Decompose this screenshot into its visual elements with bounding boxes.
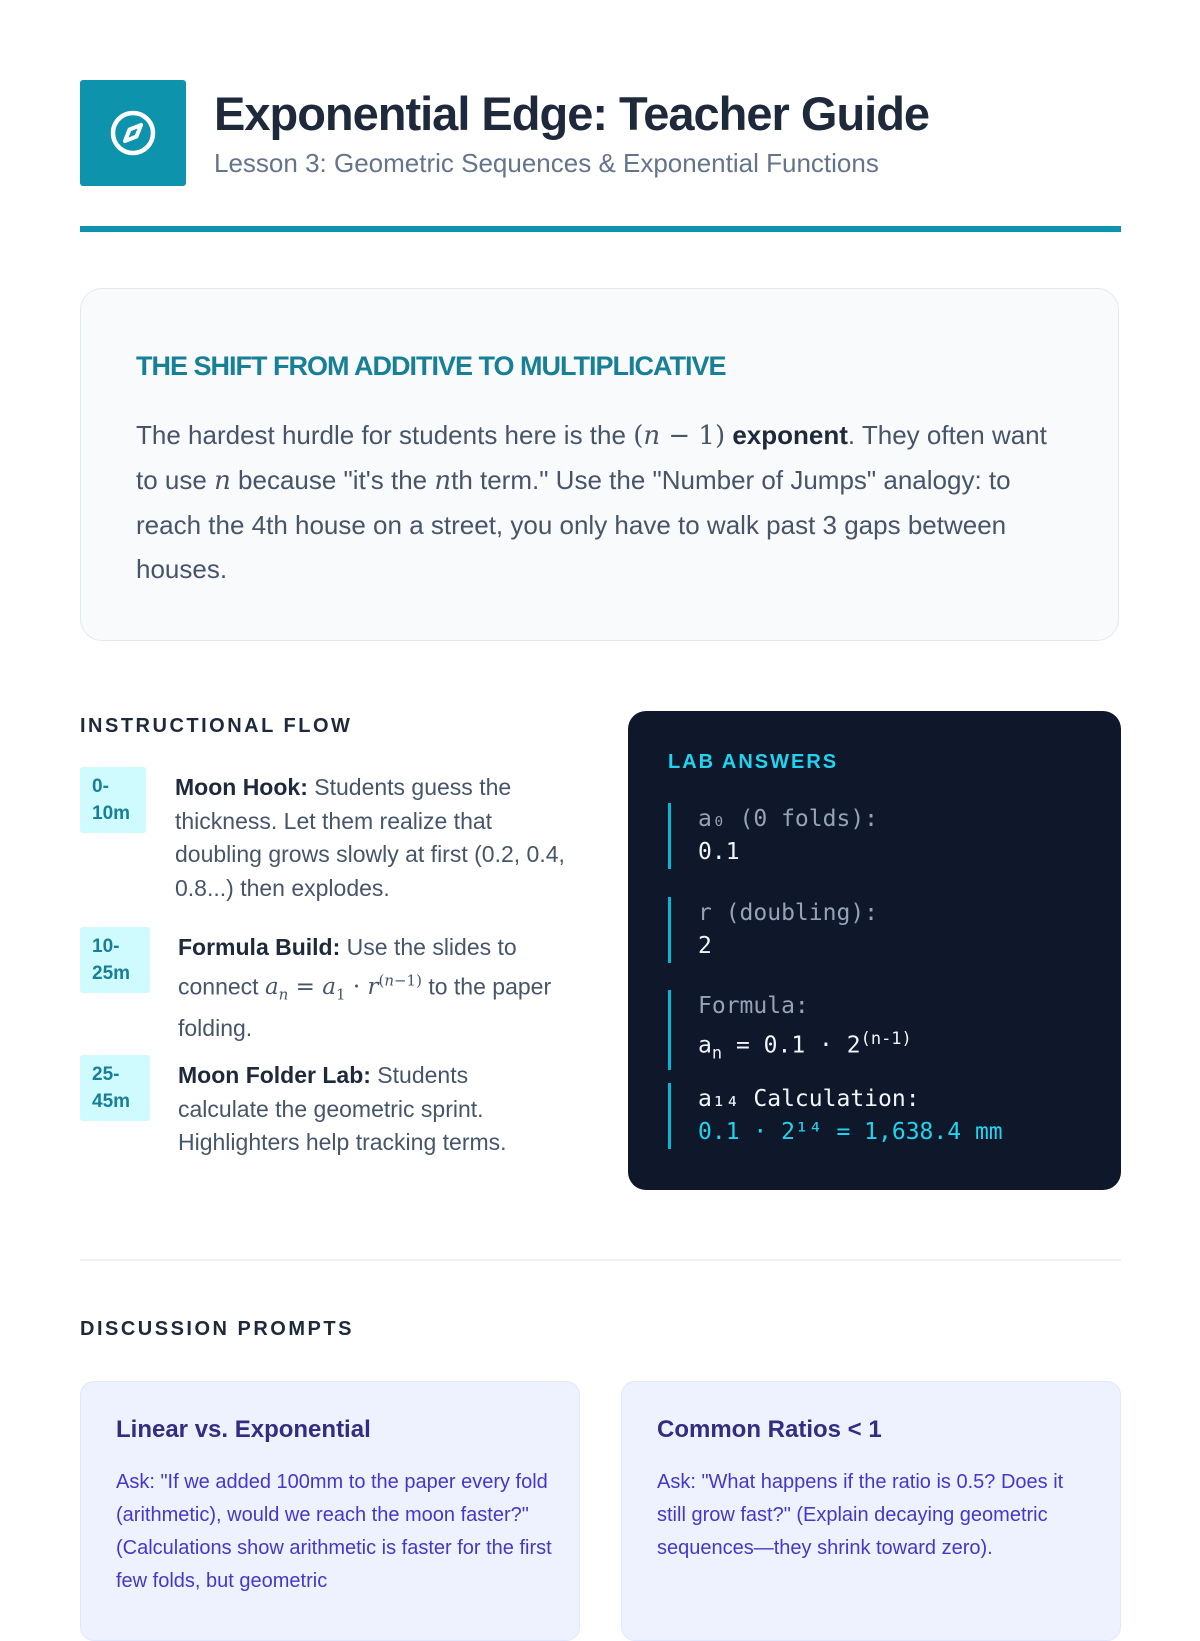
callout-math-exponent: (n − 1) xyxy=(633,421,726,451)
time-badge-text: 0- 10m xyxy=(92,776,131,824)
discussion-card xyxy=(621,1381,1121,1641)
discussion-card-title: Linear vs. Exponential xyxy=(116,1416,371,1443)
flow-item-title: Formula Build: xyxy=(178,934,341,960)
lab-answer-row xyxy=(668,897,1118,963)
discussion-card-body: Ask: "If we added 100mm to the paper every fold (arithmetic), would we reach the moon faster?" (Calculations show arithmetic is faster for the first few folds, but geometric xyxy=(116,1471,552,1592)
flow-item-title: Moon Folder Lab: xyxy=(178,1062,371,1088)
lab-answer-key: r (doubling): xyxy=(698,900,879,926)
flow-item-text: Formula Build: Use the slides to connect $a_n = a_1 \cdot r^{(n-1)}$ to the paper folding. xyxy=(178,934,552,1042)
lab-answer-row xyxy=(668,990,1118,1070)
callout-math-n: n xyxy=(434,466,452,496)
lab-answer-key: a₀ (0 folds): xyxy=(698,806,879,832)
time-badge xyxy=(80,927,150,993)
lab-answer-key: Formula: xyxy=(698,993,809,1019)
discussion-card-body: Ask: "What happens if the ratio is 0.5? Does it still grow fast?" (Explain decaying geometric sequences—they shrink toward zero). xyxy=(657,1471,1064,1559)
lab-answer-value: 0.1 · 2¹⁴ = 1,638.4 mm xyxy=(698,1119,1003,1145)
callout-text: The hardest hurdle for students here is the xyxy=(136,420,634,450)
lab-answer-row xyxy=(668,803,1118,869)
lab-answers-panel xyxy=(628,711,1121,1190)
page-subtitle: Lesson 3: Geometric Sequences & Exponential Functions xyxy=(214,148,879,178)
discussion-card xyxy=(80,1381,580,1641)
page-header xyxy=(80,80,1121,234)
time-badge xyxy=(80,767,146,833)
section-divider xyxy=(80,1259,1121,1261)
time-badge-text: 10- 25m xyxy=(92,936,131,984)
flow-item xyxy=(80,767,565,907)
lab-answer-value: 2 xyxy=(698,933,712,959)
discussion-prompts-heading: DISCUSSION PROMPTS xyxy=(80,1318,354,1340)
time-badge-text: 25- 45m xyxy=(92,1064,131,1112)
lab-answers-heading: LAB ANSWERS xyxy=(668,751,839,773)
callout-heading: THE SHIFT FROM ADDITIVE TO MULTIPLICATIVE xyxy=(136,351,726,381)
callout-text: th term." Use the "Number of Jumps" analogy: to reach the 4th house on a street, you only have to walk past 3 gaps between houses. xyxy=(136,465,1011,584)
callout-math-n: n xyxy=(214,466,231,496)
callout-body xyxy=(136,413,1066,591)
flow-item-text: Moon Folder Lab: Students calculate the geometric sprint. Highlighters help tracking terms. xyxy=(178,1062,507,1155)
callout-text: . They often want to use xyxy=(136,420,1047,495)
logo-badge xyxy=(80,80,186,186)
lab-answer-key: a₁₄ Calculation: xyxy=(698,1086,920,1112)
lab-formula-value: $a_n = 0.1 \cdot 2^{(n-1)}$ xyxy=(698,1029,912,1064)
instructional-flow-heading: INSTRUCTIONAL FLOW xyxy=(80,715,353,737)
header-divider xyxy=(80,226,1121,232)
callout-bold: exponent xyxy=(725,420,848,450)
callout-text: because "it's the xyxy=(230,465,435,495)
flow-item-text: Moon Hook: Students guess the thickness. Let them realize that doubling grows slowly at first (0.2, 0.4, 0.8...) then explodes. xyxy=(175,774,565,901)
lab-answer-row xyxy=(668,1083,1118,1149)
flow-item xyxy=(80,1055,565,1165)
compass-icon xyxy=(108,108,158,158)
lab-answer-value: 0.1 xyxy=(698,839,740,865)
flow-item-title: Moon Hook: xyxy=(175,774,308,800)
geometric-formula: $a_n = a_1 \cdot r^{(n-1)}$ xyxy=(264,971,422,1004)
time-badge xyxy=(80,1055,150,1121)
discussion-card-title: Common Ratios < 1 xyxy=(657,1416,882,1443)
page-title: Exponential Edge: Teacher Guide xyxy=(214,87,930,140)
key-insight-callout xyxy=(80,288,1119,641)
flow-item xyxy=(80,927,565,1042)
